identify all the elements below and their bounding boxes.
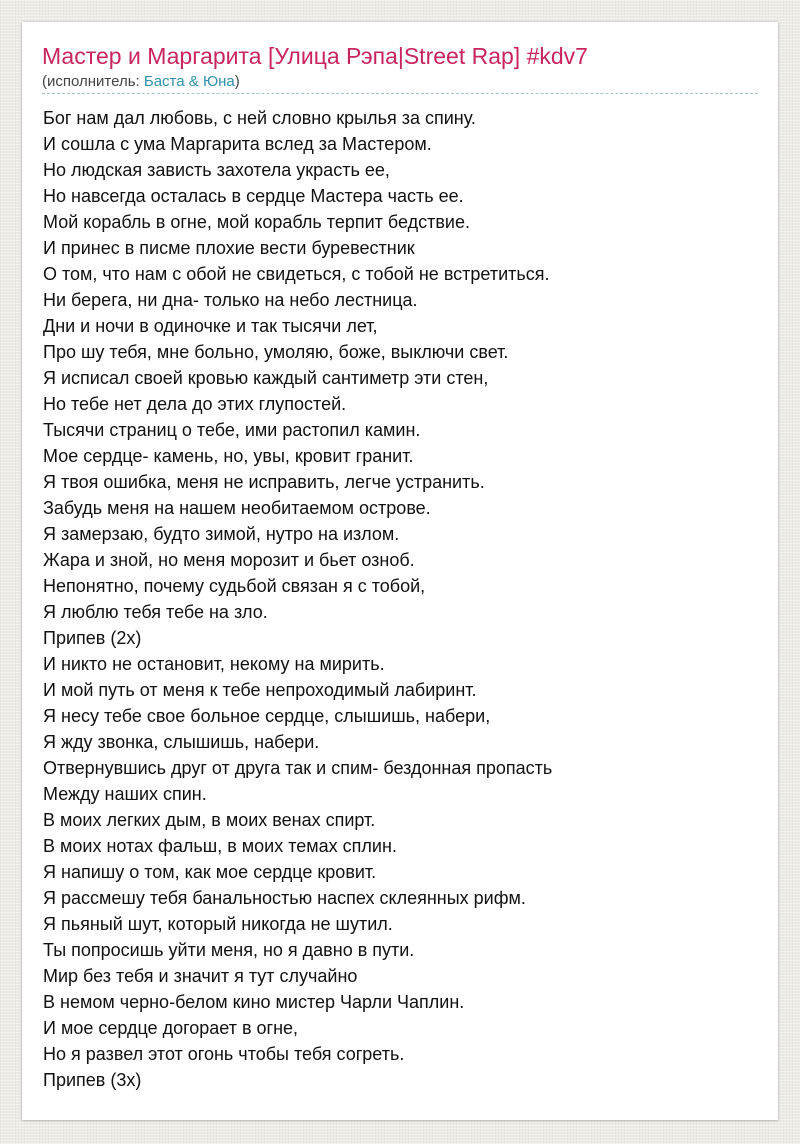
lyric-line: Ни берега, ни дна- только на небо лестница. [43, 290, 418, 310]
lyric-line: Припев (3х) [43, 1070, 142, 1090]
lyric-line: Припев (2х) [43, 628, 142, 648]
lyric-line: Но тебе нет дела до этих глупостей. [43, 394, 347, 414]
lyrics-card [22, 22, 778, 1120]
lyric-line: Тысячи страниц о тебе, ими растопил камин. [43, 420, 421, 440]
lyrics-text [43, 105, 552, 1093]
lyric-line: Но я развел этот огонь чтобы тебя согреть. [43, 1044, 405, 1064]
lyric-line: Бог нам дал любовь, с ней словно крылья за спину. [43, 108, 476, 128]
lyric-line: В немом черно-белом кино мистер Чарли Чаплин. [43, 992, 465, 1012]
lyric-line: Я рассмешу тебя банальностью наспех склеянных рифм. [43, 888, 526, 908]
lyric-line: Жара и зной, но меня морозит и бьет озноб. [43, 550, 415, 570]
lyric-line: Я пьяный шут, который никогда не шутил. [43, 914, 393, 934]
lyric-line: И никто не остановит, некому на мирить. [43, 654, 385, 674]
lyric-line: Я исписал своей кровью каждый сантиметр эти стен, [43, 368, 489, 388]
lyric-line: И сошла с ума Маргарита вслед за Мастером. [43, 134, 432, 154]
lyric-line: Я несу тебе свое больное сердце, слышишь, набери, [43, 706, 491, 726]
song-title: Мастер и Маргарита [Улица Рэпа|Street Rap] #kdv7 [42, 43, 588, 69]
lyric-line: Забудь меня на нашем необитаемом острове. [43, 498, 431, 518]
title-divider [42, 93, 758, 94]
lyric-line: И мой путь от меня к тебе непроходимый лабиринт. [43, 680, 477, 700]
artist-link[interactable]: Баста & Юна [143, 73, 235, 90]
lyric-line: В моих легких дым, в моих венах спирт. [43, 810, 376, 830]
lyric-line: Но людская зависть захотела украсть ее, [43, 160, 390, 180]
lyric-line: Мир без тебя и значит я тут случайно [43, 966, 358, 986]
lyric-line: Непонятно, почему судьбой связан я с тобой, [43, 576, 426, 596]
lyric-line: Дни и ночи в одиночке и так тысячи лет, [43, 316, 378, 336]
artist-prefix: (исполнитель: [42, 73, 144, 90]
lyric-line: Про шу тебя, мне больно, умоляю, боже, выключи свет. [43, 342, 509, 362]
lyric-line: Мое сердце- камень, но, увы, кровит гранит. [43, 446, 414, 466]
lyric-line: Я жду звонка, слышишь, набери. [43, 732, 320, 752]
lyric-line: Ты попросишь уйти меня, но я давно в пути. [43, 940, 415, 960]
lyric-line: Между наших спин. [43, 784, 207, 804]
lyric-line: Но навсегда осталась в сердце Мастера часть ее. [43, 186, 464, 206]
lyric-line: Я замерзаю, будто зимой, нутро на излом. [43, 524, 400, 544]
artist-suffix: ) [234, 73, 240, 90]
lyric-line: Я напишу о том, как мое сердце кровит. [43, 862, 377, 882]
lyric-line: Отвернувшись друг от друга так и спим- бездонная пропасть [43, 758, 553, 778]
lyric-line: И принес в писме плохие вести буревестник [43, 238, 415, 258]
lyric-line: Я твоя ошибка, меня не исправить, легче устранить. [43, 472, 485, 492]
lyric-line: Мой корабль в огне, мой корабль терпит бедствие. [43, 212, 470, 232]
lyric-line: Я люблю тебя тебе на зло. [43, 602, 268, 622]
lyric-line: В моих нотах фальш, в моих темах сплин. [43, 836, 397, 856]
lyric-line: И мое сердце догорает в огне, [43, 1018, 299, 1038]
lyric-line: О том, что нам с обой не свидеться, с тобой не встретиться. [43, 264, 550, 284]
artist-line [42, 72, 240, 92]
